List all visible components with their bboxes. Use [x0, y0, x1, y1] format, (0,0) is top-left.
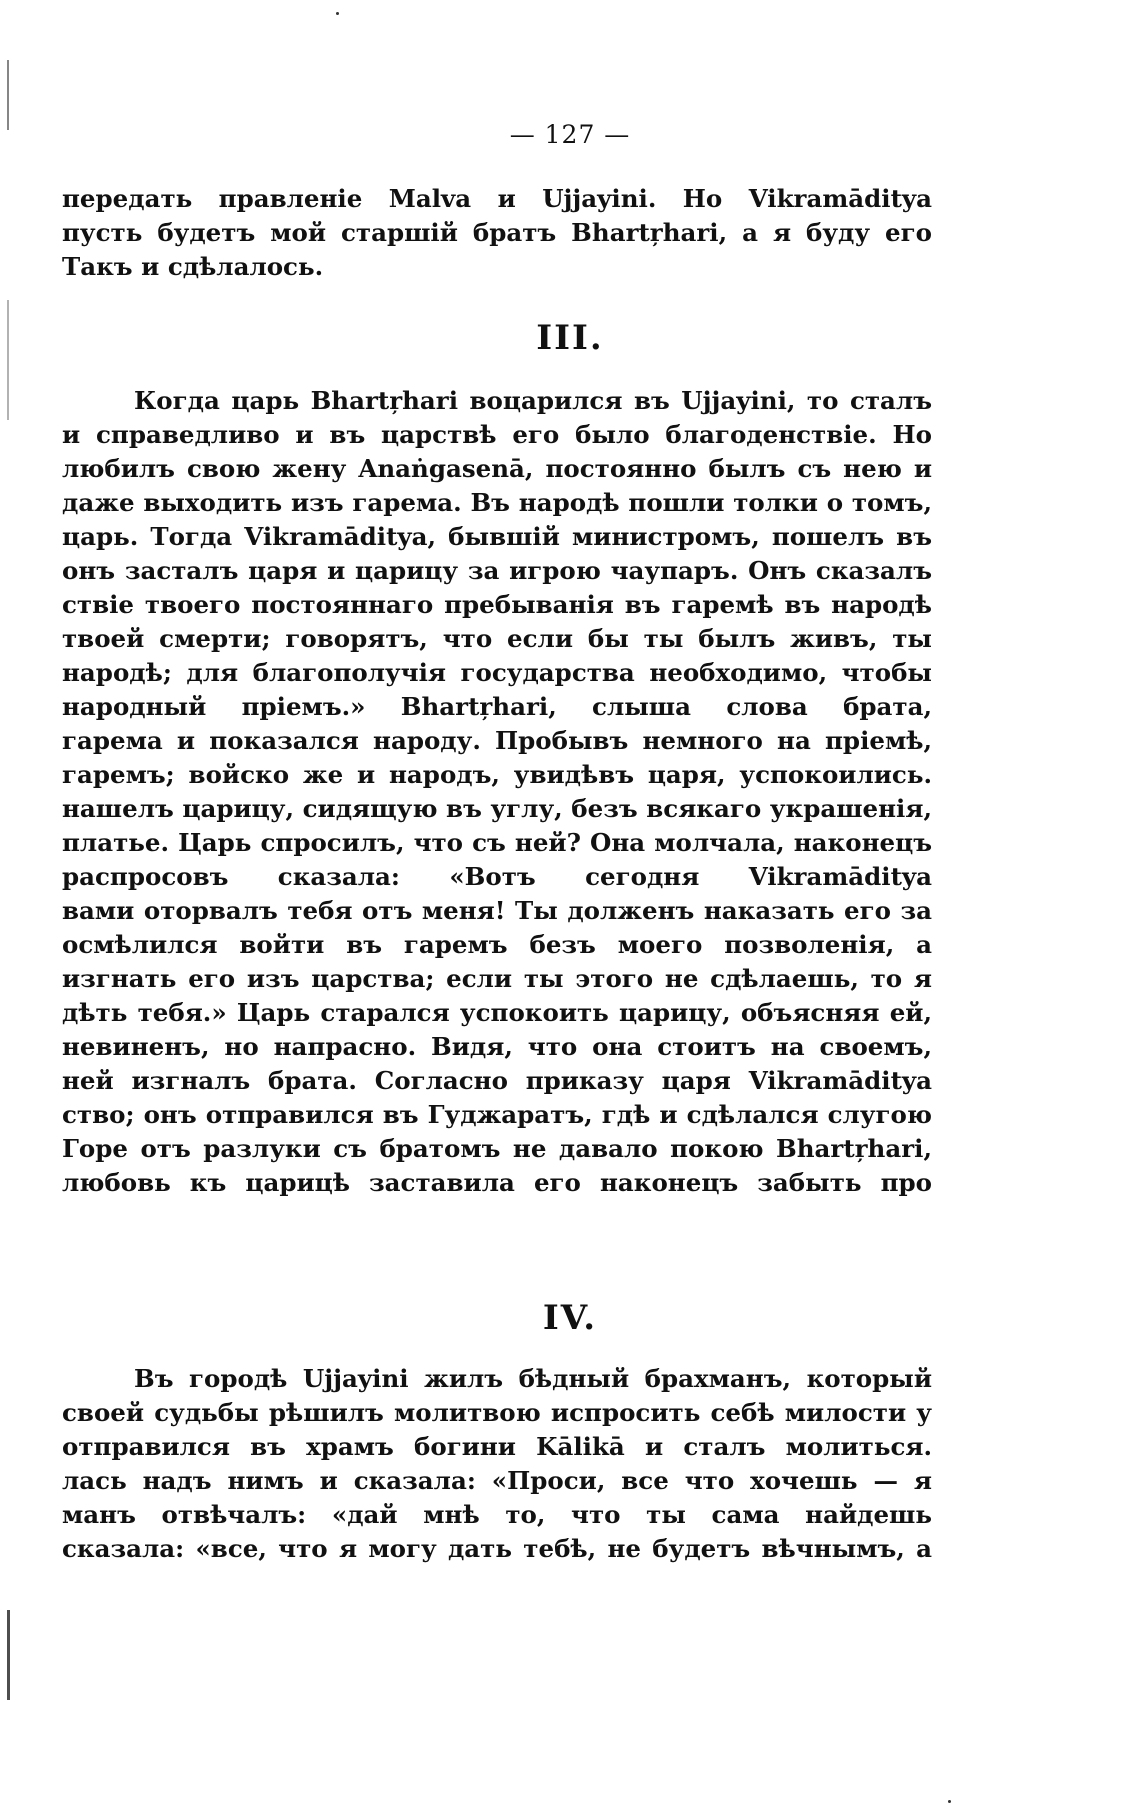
scan-edge-mark	[7, 1610, 10, 1700]
text-line: своей судьбы рѣшилъ молитвою испросить себѣ милости у	[62, 1398, 932, 1427]
text-line: гарема и показался народу. Пробывъ немного на пріемѣ,	[62, 726, 932, 755]
section-3-paragraph	[62, 384, 932, 1200]
text-line: любовь къ царицѣ заставила его наконецъ забыть про	[62, 1168, 932, 1197]
text-line: передать правленіе Malva и Ujjayini. Но Vikramāditya	[62, 184, 932, 213]
text-line: нашелъ царицу, сидящую въ углу, безъ всякаго украшенія,	[62, 794, 932, 823]
text-line: лась надъ нимъ и сказала: «Проси, все что хочешь — я	[62, 1466, 932, 1495]
text-line: манъ отвѣчалъ: «дай мнѣ то, что ты сама найдешь	[62, 1500, 932, 1529]
page-number: — 127 —	[509, 120, 631, 149]
text-line: и справедливо и въ царствѣ его было благоденствіе. Но	[62, 420, 932, 449]
text-line: царь. Тогда Vikramāditya, бывшій министромъ, пошелъ въ	[62, 522, 932, 551]
text-line: онъ засталъ царя и царицу за игрою чаупаръ. Онъ сказалъ	[62, 556, 932, 585]
text-line: Горе отъ разлуки съ братомъ не давало покою Bhartŗhari,	[62, 1134, 932, 1163]
text-line: твоей смерти; говорятъ, что если бы ты былъ живъ, ты	[62, 624, 932, 653]
section-heading-4: IV.	[542, 1298, 598, 1338]
text-line: Когда царь Bhartŗhari воцарился въ Ujjayini, то сталъ	[134, 386, 932, 415]
text-line: сказала: «все, что я могу дать тебѣ, не будетъ вѣчнымъ, а	[62, 1534, 932, 1563]
continued-paragraph	[62, 182, 932, 284]
text-line: дѣть тебя.» Царь старался успокоить царицу, объясняя ей,	[62, 998, 932, 1027]
text-line: народный пріемъ.» Bhartŗhari, слыша слова брата,	[62, 692, 932, 721]
text-line: пусть будетъ мой старшій братъ Bhartŗhari, а я буду его	[62, 218, 932, 247]
text-line: ствіе твоего постояннаго пребыванія въ гаремѣ въ народѣ	[62, 590, 932, 619]
text-line: даже выходить изъ гарема. Въ народѣ пошли толки о томъ,	[62, 488, 932, 517]
scan-speck	[948, 1800, 951, 1803]
text-line: невиненъ, но напрасно. Видя, что она стоитъ на своемъ,	[62, 1032, 932, 1061]
text-line: отправился въ храмъ богини Kālikā и сталъ молиться.	[62, 1432, 932, 1461]
text-line: ней изгналъ брата. Согласно приказу царя Vikramāditya	[62, 1066, 932, 1095]
text-line: гаремъ; войско же и народъ, увидѣвъ царя, успокоились.	[62, 760, 932, 789]
text-line: распросовъ сказала: «Вотъ сегодня Vikramāditya	[62, 862, 932, 891]
text-line: вами оторвалъ тебя отъ меня! Ты долженъ наказать его за	[62, 896, 932, 925]
text-line: изгнать его изъ царства; если ты этого не сдѣлаешь, то я	[62, 964, 932, 993]
text-line: любилъ свою жену Anaṅgasenā, постоянно былъ съ нею и	[62, 454, 932, 483]
text-line: платье. Царь спросилъ, что съ ней? Она молчала, наконецъ	[62, 828, 932, 857]
text-line: Въ городѣ Ujjayini жилъ бѣдный брахманъ, который	[134, 1364, 932, 1393]
scan-speck	[336, 12, 339, 15]
section-heading-3: III.	[536, 318, 604, 358]
text-line: Такъ и сдѣлалось.	[62, 252, 324, 281]
text-line: народѣ; для благополучія государства необходимо, чтобы	[62, 658, 932, 687]
text-line: осмѣлился войти въ гаремъ безъ моего позволенія, а	[62, 930, 932, 959]
section-4-paragraph	[62, 1362, 932, 1566]
text-line: ство; онъ отправился въ Гуджаратъ, гдѣ и сдѣлался слугою	[62, 1100, 932, 1129]
